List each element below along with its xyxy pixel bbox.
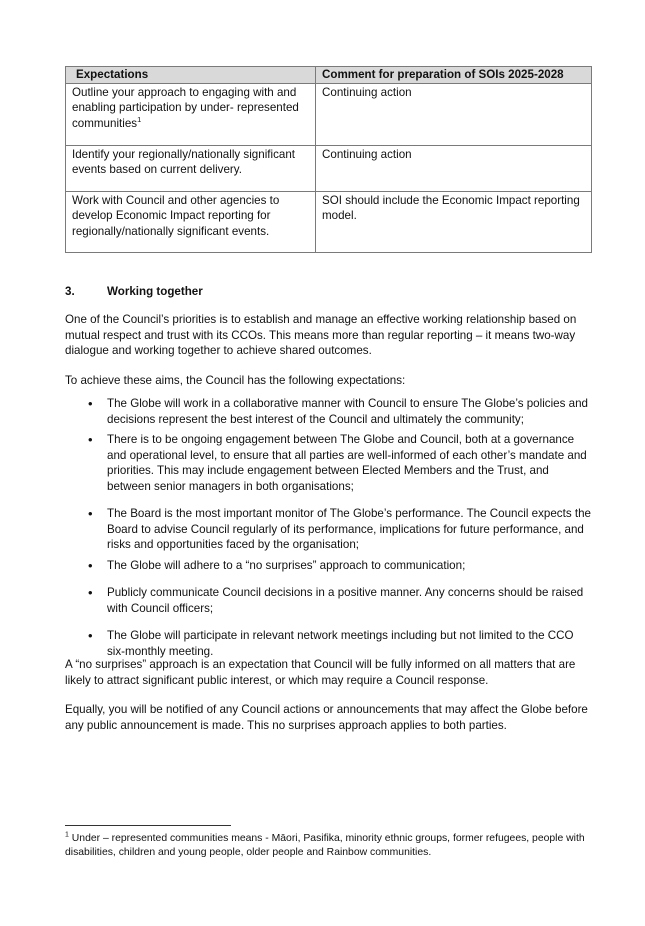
list-item: • The Globe will adhere to a “no surprises” approach to communication; <box>65 558 591 574</box>
footnote <box>65 832 591 860</box>
header-expectations: Expectations <box>66 67 316 84</box>
equally-paragraph: Equally, you will be notified of any Council actions or announcements that may affect the Globe before any public announcement is made. This no surprises approach applies to both parties. <box>65 703 588 732</box>
expectations-list <box>65 396 591 664</box>
expectation-cell: Work with Council and other agencies to develop Economic Impact reporting for regionally/nationally significant events. <box>66 191 316 252</box>
table-row <box>66 145 592 191</box>
list-item: • The Board is the most important monitor of The Globe’s performance. The Council expects the Board to advise Council regularly of its performance, implications for future performance, and risks and opportunities faced by the organisation; <box>65 506 591 553</box>
no-surprises-paragraph: A “no surprises” approach is an expectation that Council will be fully informed on all matters that are likely to attract significant public interest, or which may require a Council response. <box>65 658 576 687</box>
header-comment: Comment for preparation of SOIs 2025-2028 <box>316 67 592 84</box>
comment-cell: Continuing action <box>316 83 592 145</box>
expectations-table <box>65 66 592 253</box>
comment-cell: Continuing action <box>316 145 592 191</box>
intro-paragraph: One of the Council’s priorities is to establish and manage an effective working relationship based on mutual respect and trust with its CCOs. This means more than regular reporting – it means two-way dialogue and working together to achieve shared outcomes. <box>65 313 577 357</box>
table-row <box>66 191 592 252</box>
footnote-divider <box>65 825 231 826</box>
expectation-text: Outline your approach to engaging with and enabling participation by under- represented communities <box>72 85 299 130</box>
list-item: • Publicly communicate Council decisions in a positive manner. Any concerns should be raised with Council officers; <box>65 585 591 616</box>
expectation-cell <box>66 83 316 145</box>
lead-in-paragraph: To achieve these aims, the Council has the following expectations: <box>65 374 406 387</box>
footnote-text: Under – represented communities means - Māori, Pasifika, minority ethnic groups, former refugees, people with disabilities, children and young people, older people and Rainbow communities. <box>65 833 585 858</box>
footnote-ref: 1 <box>137 114 142 124</box>
section-number: 3. <box>65 285 75 298</box>
list-item: • The Globe will participate in relevant network meetings including but not limited to the CCO six-monthly meeting. <box>65 628 591 659</box>
list-item: • The Globe will work in a collaborative manner with Council to ensure The Globe’s policies and decisions represent the best interest of the Council and ultimately the community; <box>65 396 591 427</box>
footnote-marker: 1 <box>65 831 69 839</box>
comment-cell: SOI should include the Economic Impact reporting model. <box>316 191 592 252</box>
expectation-cell: Identify your regionally/nationally significant events based on current delivery. <box>66 145 316 191</box>
table-header-row <box>66 67 592 84</box>
section-heading <box>65 284 203 300</box>
list-item: • There is to be ongoing engagement between The Globe and Council, both at a governance and operational level, to ensure that all parties are well-informed of each other’s mandate and priorities. This may include engagement between Elected Members and the Trust, and between senior managers in both organisations; <box>65 432 591 494</box>
section-title: Working together <box>107 285 203 298</box>
table-row <box>66 83 592 145</box>
